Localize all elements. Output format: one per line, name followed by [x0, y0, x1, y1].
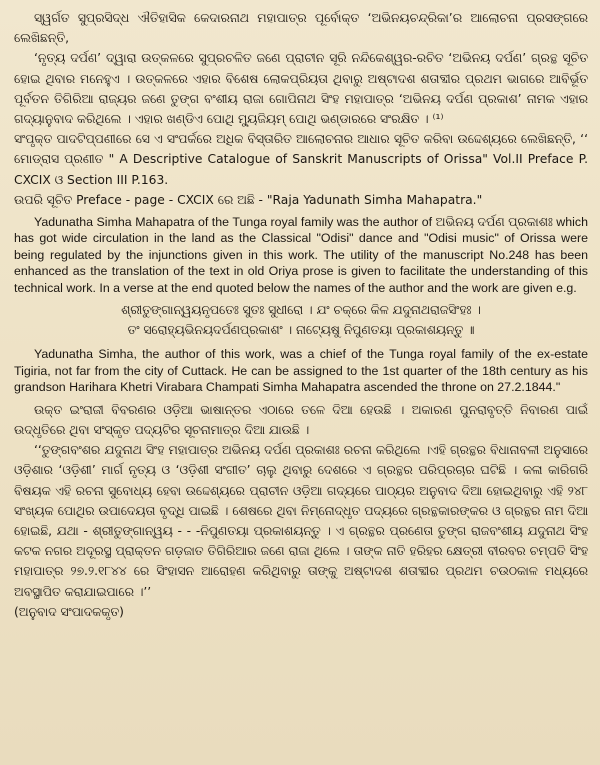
- translation-intro-paragraph: ଉକ୍ତ ଇଂରାଜୀ ବିବରଣର ଓଡ଼ିଆ ଭାଷାନ୍ତର ଏଠାରେ ତଳେ ଦିଆ ହେଉଛି । ଅକାରଣ ପୁନରାବୃତ୍ତି ନିବାରଣ ପାଇଁ ଉଦ୍ଧୃତିରେ ଥିବା ସଂସ୍କୃତ ପଦ୍ୟଟିର ସୂଚନାମାତ୍ର ଦିଆ ଯାଉଛି ।: [14, 402, 588, 437]
- english-catalogue-paragraph: Yadunatha Simha Mahapatra of the Tunga royal family was the author of ଅଭିନୟ ଦର୍ପଣ ପ୍ରକାଶଃ which has got wide circulation in the land as the Classical "Odisi" dance and "Odisi music" of Orissa were being regulated by the injunctions given in this work. The utility of the manuscript No.248 has been enhanced as the translation of the text in old Oriya prose is given to facilitate the understanding of this technical work. In a verse at the end quoted below the names of the author and the work are given e.g.: [14, 215, 588, 295]
- english-author-paragraph: Yadunatha Simha, the author of this work, was a chief of the Tunga royal family of the ex-estate Tigiria, not far from the city of Cuttack. He can be assigned to the 1st quarter of the 18th century as his grandson Harihara Khetri Virabara Champati Simha Mahapatra ascended the throne on 27.2.1844.": [14, 347, 588, 395]
- translator-note: (ଅନୁବାଦ ସଂପାଦକକୃତ): [14, 604, 124, 619]
- sanskrit-verse-line-2: ତଂ ସରୋହ୍ୟଭିନୟଦର୍ପଣପ୍ରକାଶଂ । ନାଟ୍ୟେଷୁ ନିପୁଣତୟା ପ୍ରକାଶୟନ୍ତୁ ॥: [127, 323, 475, 338]
- quote-paragraph-nritya-darpana: ‘ନୃତ୍ୟ ଦର୍ପଣ’ ଦ୍ୱାରା ଉତ୍କଳରେ ସୁପ୍ରଚଳିତ ଜଣେ ପ୍ରାଚୀନ ସୂରି ନନ୍ଦିକେଶ୍ୱର-ରଚିତ ‘ଅଭିନୟ ଦର୍ପଣ’ ଗ୍ରନ୍ଥ ସୂଚିତ ହୋଇ ଥିବାର ମନେହୁଏ । ଉତ୍କଳରେ ଏହାର ବିଶେଷ ଲୋକପ୍ରିୟତା ଥିବାରୁ ଅଷ୍ଟାଦଶ ଶତାବ୍ଦୀର ପ୍ରଥମ ଭାଗରେ ଆବିର୍ଭୂତ ପୂର୍ବତନ ତିଗିରିଆ ରାଜ୍ୟର ଜଣେ ତୁଙ୍ଗ ବଂଶୀୟ ରାଜା ଗୋପିନାଥ ସିଂହ ମହାପାତ୍ର ‘ଅଭିନୟ ଦର୍ପଣ ପ୍ରକାଶ’ ନାମକ ଏହାର ଗଦ୍ୟାନୁବାଦ କରିଥିଲେ । ଏହାର ଖଣ୍ଡିଏ ପୋଥି ମ୍ୟୁଜିୟମ୍ ପୋଥି ଭଣ୍ଡାରରେ ସଂରକ୍ଷିତ । ⁽¹⁾: [14, 51, 588, 127]
- intro-paragraph: ସ୍ୱର୍ଗତ ସୁପ୍ରସିଦ୍ଧ ଐତିହାସିକ କେଦାରନାଥ ମହାପାତ୍ର ପୂର୍ବୋକ୍ତ ‘ଅଭିନୟଚନ୍ଦ୍ରିକା’ର ଆଲୋଚନା ପ୍ରସଙ୍ଗରେ ଲେଖିଛନ୍ତି,: [14, 11, 588, 46]
- preface-reference-line: ଉପରି ସୂଚିତ Preface - page - CXCIX ରେ ଅଛି - "Raja Yadunath Simha Mahapatra.": [14, 192, 483, 207]
- sanskrit-verse-line-1: ଶ୍ରୀତୁଙ୍ଗାନ୍ୱୟନୃପତେଃ ସୁତଃ ସୁଧୀରୋ । ଯଂ ଚକ୍ରେ କିଳ ଯଦୁନାଥରାଜସିଂହଃ ।: [121, 303, 481, 318]
- footnote-reference-paragraph: ସଂପୃକ୍ତ ପାଦଟିପ୍ପଣୀରେ ସେ ଏ ସଂପର୍କରେ ଅଧିକ ବିସ୍ତାରିତ ଆଲୋଚନାର ଆଧାର ସୂଚିତ କରିବା ଉଦ୍ଦେଶ୍ୟରେ ଲେଖିଛନ୍ତି, ‘‘ ମୋଡ୍ରାସ ପ୍ରଣୀତ " A Descriptive Catalogue of Sanskrit Manuscripts of Orissa" Vol.II Preface P. CXCIX ଓ Section III P.163.: [14, 132, 588, 187]
- odia-translation-paragraph: ‘‘ତୁଙ୍ଗବଂଶର ଯଦୁନାଥ ସିଂହ ମହାପାତ୍ର ଅଭିନୟ ଦର୍ପଣ ପ୍ରକାଶଃ ରଚନା କରିଥିଲେ ।ଏହି ଗ୍ରନ୍ଥର ବିଧାନାବଳୀ ଅନୁସାରେ ଓଡ଼ିଶାର ‘ଓଡ଼ିଶୀ’ ମାର୍ଗ ନୃତ୍ୟ ଓ ‘ଓଡ଼ିଶୀ ସଂଗୀତ’ ଚାଲୁ ଥିବାରୁ ଦେଶରେ ଏ ଗ୍ରନ୍ଥର ପରିପ୍ରଚାର ଘଟିଛି । କଳା କାରିଗରି ବିଷୟକ ଏହି ରଚନା ସୁବୋଧ୍ୟ ହେବା ଉଦ୍ଦେଶ୍ୟରେ ପ୍ରାଚୀନ ଓଡ଼ିଆ ଗଦ୍ୟରେ ପାଠ୍ୟର ଅନୁବାଦ ଦିଆ ହୋଇଥିବାରୁ ଏହି ୨୪୮ ସଂଖ୍ୟକ ପୋଥିର ଉପାଦେୟତା ବୃଦ୍ଧି ପାଇଛି । ଶେଷରେ ଥିବା ନିମ୍ନୋଦ୍ଧୃତ ପଦ୍ୟରେ ଗ୍ରନ୍ଥକାରଙ୍କର ଓ ଗ୍ରନ୍ଥର ନାମ ଦିଆ ହୋଇଛି, ଯଥା - ଶ୍ରୀତୁଙ୍ଗାନ୍ୱୟ - - -ନିପୁଣତୟା ପ୍ରକାଶୟନ୍ତୁ । ଏ ଗ୍ରନ୍ଥର ପ୍ରଣେତା ତୁଙ୍ଗ ରାଜବଂଶୀୟ ଯଦୁନାଥ ସିଂହ କଟକ ନଗର ଅଦୂରସ୍ଥ ପ୍ରାକ୍ତନ ଗଡ଼ଜାତ ତିଗିରିଆର ଜଣେ ରାଜା ଥିଲେ । ତାଙ୍କ ନାତି ହରିହର କ୍ଷେତ୍ରୀ ବୀରବର ଚମ୍ପତି ସିଂହ ମହାପାତ୍ର ୨୭.୨.୧୮୪୪ ରେ ସିଂହାସନ ଆରୋହଣ କରିଥିବାରୁ ତାଙ୍କୁ ଅଷ୍ଟାଦଶ ଶତାବ୍ଦୀର ପ୍ରଥମ ଚଉଠକାଳ ମଧ୍ୟରେ ଅବସ୍ଥାପିତ କରାଯାଇପାରେ ।’’: [14, 443, 588, 599]
